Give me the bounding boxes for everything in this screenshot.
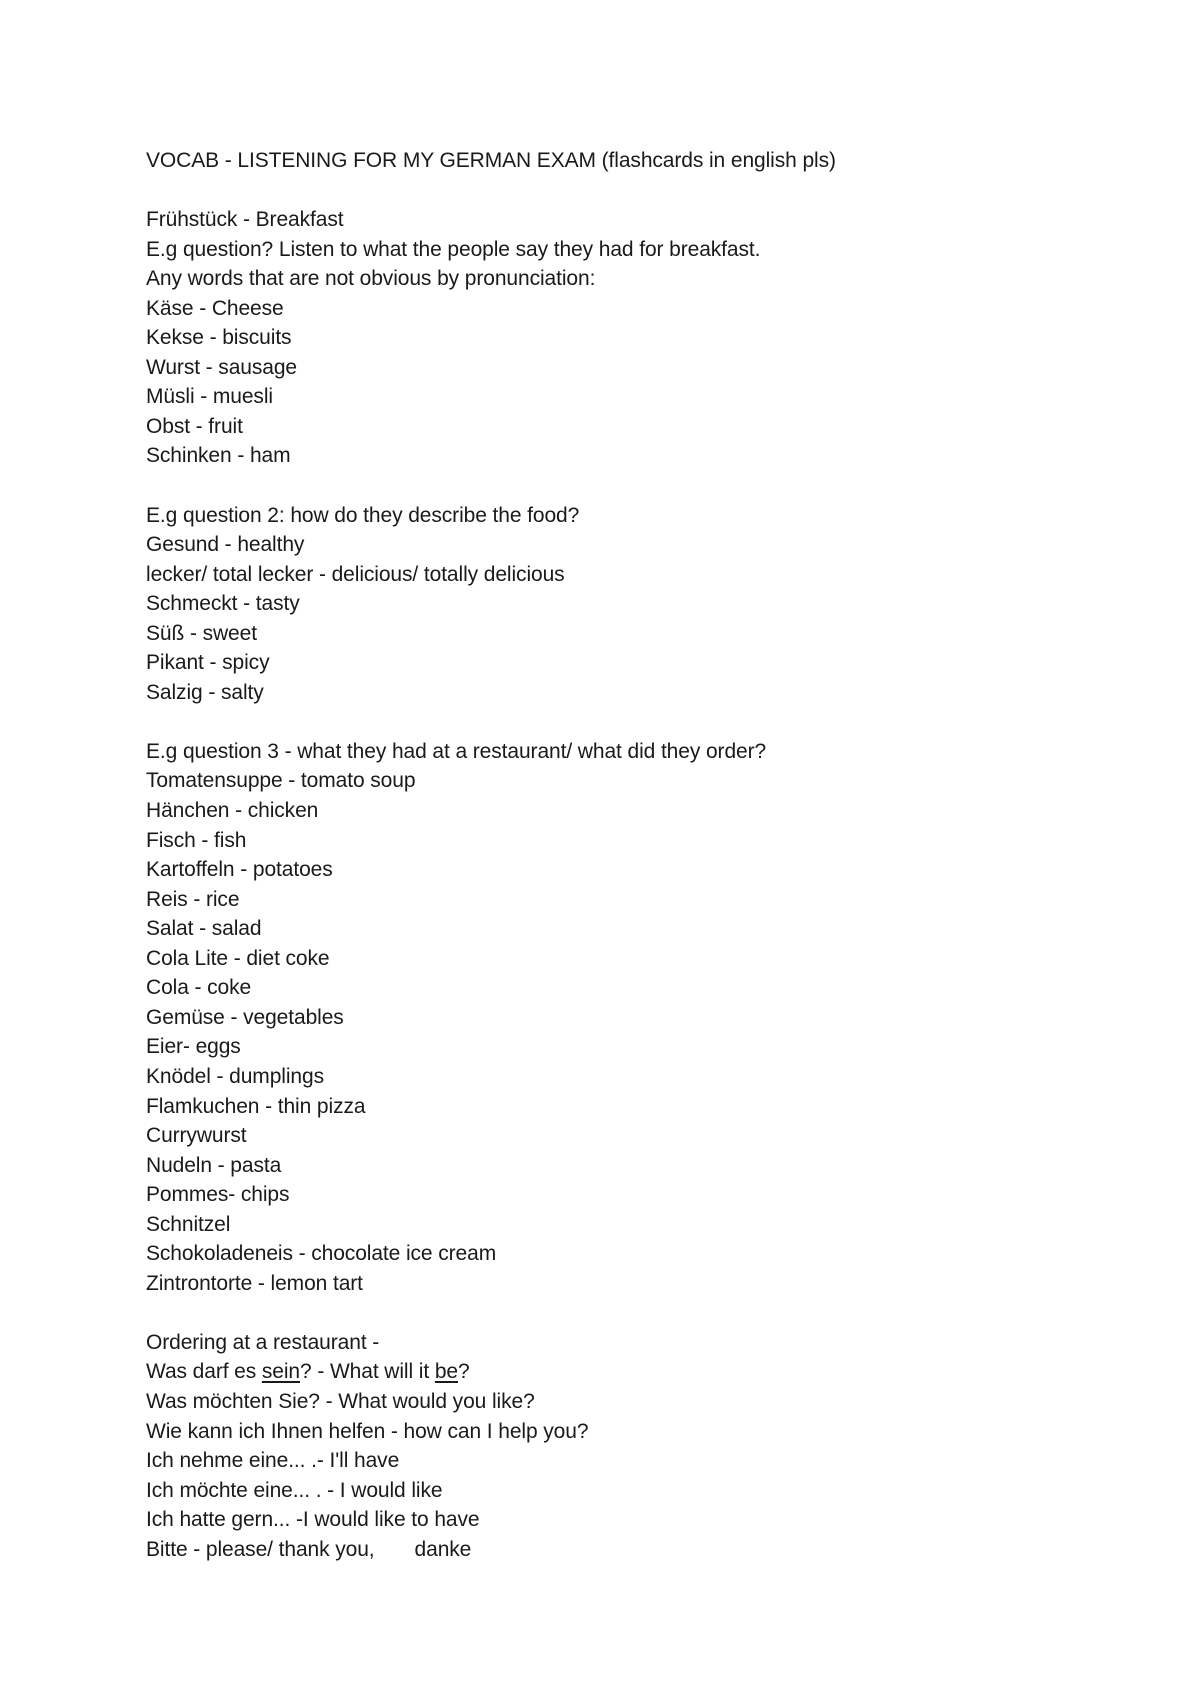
vocab-item: Tomatensuppe - tomato soup — [146, 769, 416, 793]
restaurant-question: E.g question 3 - what they had at a restaurant/ what did they order? — [146, 739, 767, 763]
vocab-item: Käse - Cheese — [146, 296, 284, 320]
vocab-item: Salzig - salty — [146, 680, 264, 704]
vocab-item: Gesund - healthy — [146, 533, 305, 557]
vocab-item: lecker/ total lecker - delicious/ totally delicious — [146, 562, 565, 586]
vocab-item: Gemüse - vegetables — [146, 1005, 344, 1029]
phrase-text: ? - What will it — [300, 1360, 435, 1384]
phrase-item: Ich hatte gern... -I would like to have — [146, 1508, 480, 1532]
phrase-item: Ich nehme eine... .- I'll have — [146, 1449, 400, 1473]
underlined-word: be — [434, 1360, 459, 1384]
document-body — [146, 146, 1146, 1564]
breakfast-note: Any words that are not obvious by pronunciation: — [146, 267, 596, 291]
vocab-item: Cola Lite - diet coke — [146, 946, 330, 970]
phrase-text: ? — [458, 1360, 470, 1384]
vocab-item: Salat - salad — [146, 917, 262, 941]
phrase-text: Was darf es — [146, 1360, 262, 1384]
phrase-item — [146, 1357, 1146, 1387]
vocab-item: Schokoladeneis - chocolate ice cream — [146, 1242, 497, 1266]
breakfast-heading: Frühstück - Breakfast — [146, 208, 344, 232]
describe-question: E.g question 2: how do they describe the food? — [146, 503, 580, 527]
vocab-item: Fisch - fish — [146, 828, 247, 852]
vocab-item: Nudeln - pasta — [146, 1153, 282, 1177]
phrase-text: danke — [414, 1537, 472, 1561]
vocab-item: Kartoffeln - potatoes — [146, 858, 333, 882]
breakfast-section — [146, 205, 1146, 471]
underlined-word: sein — [261, 1360, 301, 1384]
vocab-item: Reis - rice — [146, 887, 240, 911]
vocab-item: Cola - coke — [146, 976, 252, 1000]
blank-line — [146, 471, 1146, 501]
phrase-item: Was möchten Sie? - What would you like? — [146, 1389, 535, 1413]
blank-line — [146, 707, 1146, 737]
document-title: VOCAB - LISTENING FOR MY GERMAN EXAM (flashcards in english pls) — [146, 149, 836, 172]
ordering-section — [146, 1328, 1146, 1564]
breakfast-question: E.g question? Listen to what the people say they had for breakfast. — [146, 237, 761, 261]
describe-section — [146, 501, 1146, 708]
vocab-item: Knödel - dumplings — [146, 1064, 324, 1088]
blank-line — [146, 1298, 1146, 1328]
vocab-item: Schmeckt - tasty — [146, 592, 300, 616]
vocab-item: Schnitzel — [146, 1212, 231, 1236]
vocab-item: Obst - fruit — [146, 414, 243, 438]
vocab-item: Süß - sweet — [146, 621, 257, 645]
vocab-item: Pommes- chips — [146, 1183, 290, 1207]
vocab-item: Müsli - muesli — [146, 385, 273, 409]
vocab-item: Hänchen - chicken — [146, 799, 319, 823]
phrase-item: Ich möchte eine... . - I would like — [146, 1478, 443, 1502]
vocab-item: Zintrontorte - lemon tart — [146, 1271, 363, 1295]
vocab-item: Flamkuchen - thin pizza — [146, 1094, 366, 1118]
restaurant-section — [146, 737, 1146, 1298]
vocab-item: Schinken - ham — [146, 444, 291, 468]
vocab-item: Currywurst — [146, 1124, 247, 1148]
vocab-item: Kekse - biscuits — [146, 326, 292, 350]
vocab-item: Wurst - sausage — [146, 355, 298, 379]
phrase-item: Wie kann ich Ihnen helfen - how can I help you? — [146, 1419, 589, 1443]
vocab-item: Eier- eggs — [146, 1035, 241, 1059]
ordering-heading: Ordering at a restaurant - — [146, 1330, 380, 1354]
phrase-text: Bitte - please/ thank you, — [146, 1537, 375, 1561]
phrase-item — [146, 1535, 1146, 1565]
vocab-item: Pikant - spicy — [146, 651, 270, 675]
